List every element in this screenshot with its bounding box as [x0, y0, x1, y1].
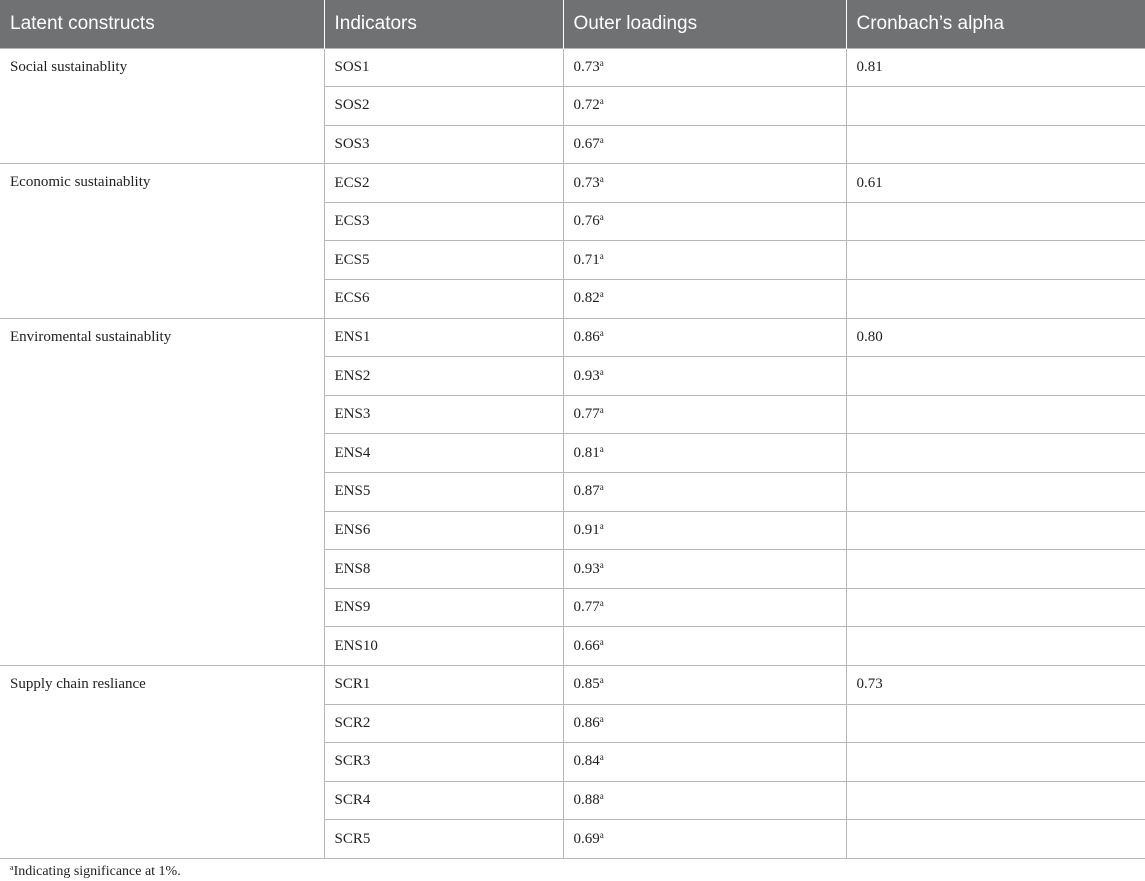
loading-value: 0.73: [573, 174, 600, 191]
significance-mark: a: [599, 212, 604, 223]
indicator-cell: ECS5: [324, 241, 563, 280]
indicator-cell: ENS1: [324, 318, 563, 357]
loading-cell: [563, 395, 846, 434]
header-cronbachs-alpha: Cronbach’s alpha: [846, 0, 1145, 48]
indicator-cell: ENS6: [324, 511, 563, 550]
indicator-cell: ENS9: [324, 588, 563, 627]
loading-cell: [563, 820, 846, 859]
table-row: [0, 666, 1145, 705]
loading-value: 0.93: [573, 560, 600, 577]
header-row: [0, 0, 1145, 48]
alpha-cell: [846, 550, 1145, 589]
loading-value: 0.76: [573, 213, 600, 230]
alpha-cell: [846, 704, 1145, 743]
alpha-cell: 0.81: [846, 48, 1145, 87]
indicator-cell: SCR5: [324, 820, 563, 859]
significance-mark: a: [599, 96, 604, 107]
loading-cell: [563, 511, 846, 550]
loading-cell: [563, 202, 846, 241]
alpha-cell: 0.61: [846, 164, 1145, 203]
significance-mark: a: [599, 366, 604, 377]
indicator-cell: ENS10: [324, 627, 563, 666]
footnote-mark: a: [10, 863, 14, 872]
loading-value: 0.69: [573, 830, 600, 847]
alpha-cell: [846, 434, 1145, 473]
alpha-cell: [846, 241, 1145, 280]
indicator-cell: ENS2: [324, 357, 563, 396]
alpha-cell: 0.73: [846, 666, 1145, 705]
significance-mark: a: [599, 559, 604, 570]
alpha-cell: [846, 395, 1145, 434]
loading-value: 0.91: [573, 521, 600, 538]
indicator-cell: SCR3: [324, 743, 563, 782]
indicator-cell: ECS3: [324, 202, 563, 241]
loading-value: 0.77: [573, 599, 600, 616]
significance-mark: a: [599, 443, 604, 454]
loading-value: 0.72: [573, 97, 600, 114]
alpha-cell: [846, 125, 1145, 164]
indicator-cell: SCR1: [324, 666, 563, 705]
significance-mark: a: [599, 482, 604, 493]
significance-mark: a: [599, 173, 604, 184]
loading-cell: [563, 241, 846, 280]
significance-mark: a: [599, 405, 604, 416]
header-indicators: Indicators: [324, 0, 563, 48]
loading-cell: [563, 48, 846, 87]
indicator-cell: ECS2: [324, 164, 563, 203]
loading-cell: [563, 550, 846, 589]
loading-value: 0.86: [573, 328, 600, 345]
loading-value: 0.66: [573, 637, 600, 654]
table-row: [0, 318, 1145, 357]
loading-value: 0.73: [573, 58, 600, 75]
loading-value: 0.77: [573, 406, 600, 423]
loading-value: 0.93: [573, 367, 600, 384]
alpha-cell: [846, 511, 1145, 550]
significance-mark: a: [599, 752, 604, 763]
header-latent-constructs: Latent constructs: [0, 0, 324, 48]
loading-cell: [563, 434, 846, 473]
loading-value: 0.85: [573, 676, 600, 693]
table-body: [0, 48, 1145, 858]
significance-mark: a: [599, 327, 604, 338]
alpha-cell: 0.80: [846, 318, 1145, 357]
loading-value: 0.86: [573, 714, 600, 731]
loading-cell: [563, 666, 846, 705]
header-outer-loadings: Outer loadings: [563, 0, 846, 48]
loading-value: 0.81: [573, 444, 600, 461]
loading-value: 0.88: [573, 792, 600, 809]
construct-cell: Social sustainablity: [0, 48, 324, 164]
loading-cell: [563, 87, 846, 126]
significance-mark: a: [599, 713, 604, 724]
loading-cell: [563, 781, 846, 820]
alpha-cell: [846, 357, 1145, 396]
significance-mark: a: [599, 289, 604, 300]
alpha-cell: [846, 820, 1145, 859]
construct-cell: Economic sustainablity: [0, 164, 324, 318]
loading-cell: [563, 627, 846, 666]
loading-value: 0.82: [573, 290, 600, 307]
indicator-cell: ENS3: [324, 395, 563, 434]
alpha-cell: [846, 743, 1145, 782]
indicator-cell: SOS3: [324, 125, 563, 164]
alpha-cell: [846, 473, 1145, 512]
loading-cell: [563, 164, 846, 203]
table-row: [0, 164, 1145, 203]
loading-cell: [563, 357, 846, 396]
significance-mark: a: [599, 134, 604, 145]
loading-cell: [563, 473, 846, 512]
loading-cell: [563, 280, 846, 319]
alpha-cell: [846, 781, 1145, 820]
significance-mark: a: [599, 598, 604, 609]
significance-mark: a: [599, 791, 604, 802]
alpha-cell: [846, 280, 1145, 319]
loading-value: 0.84: [573, 753, 600, 770]
loading-cell: [563, 588, 846, 627]
indicator-cell: SCR2: [324, 704, 563, 743]
loading-cell: [563, 704, 846, 743]
significance-mark: a: [599, 250, 604, 261]
indicator-cell: ENS8: [324, 550, 563, 589]
footnote-text: Indicating significance at 1%.: [13, 864, 181, 879]
alpha-cell: [846, 588, 1145, 627]
construct-cell: Supply chain resliance: [0, 666, 324, 859]
indicator-cell: SCR4: [324, 781, 563, 820]
indicator-cell: ECS6: [324, 280, 563, 319]
construct-cell: Enviromental sustainablity: [0, 318, 324, 665]
alpha-cell: [846, 627, 1145, 666]
footnote: [10, 863, 181, 881]
loading-value: 0.71: [573, 251, 600, 268]
loading-value: 0.67: [573, 135, 600, 152]
significance-mark: a: [599, 636, 604, 647]
significance-mark: a: [599, 675, 604, 686]
indicator-cell: ENS5: [324, 473, 563, 512]
table-row: [0, 48, 1145, 87]
loading-value: 0.87: [573, 483, 600, 500]
loading-cell: [563, 318, 846, 357]
alpha-cell: [846, 202, 1145, 241]
significance-mark: a: [599, 57, 604, 68]
significance-mark: a: [599, 520, 604, 531]
alpha-cell: [846, 87, 1145, 126]
indicator-cell: SOS2: [324, 87, 563, 126]
loading-cell: [563, 125, 846, 164]
significance-mark: a: [599, 829, 604, 840]
indicator-cell: ENS4: [324, 434, 563, 473]
indicator-cell: SOS1: [324, 48, 563, 87]
loading-cell: [563, 743, 846, 782]
